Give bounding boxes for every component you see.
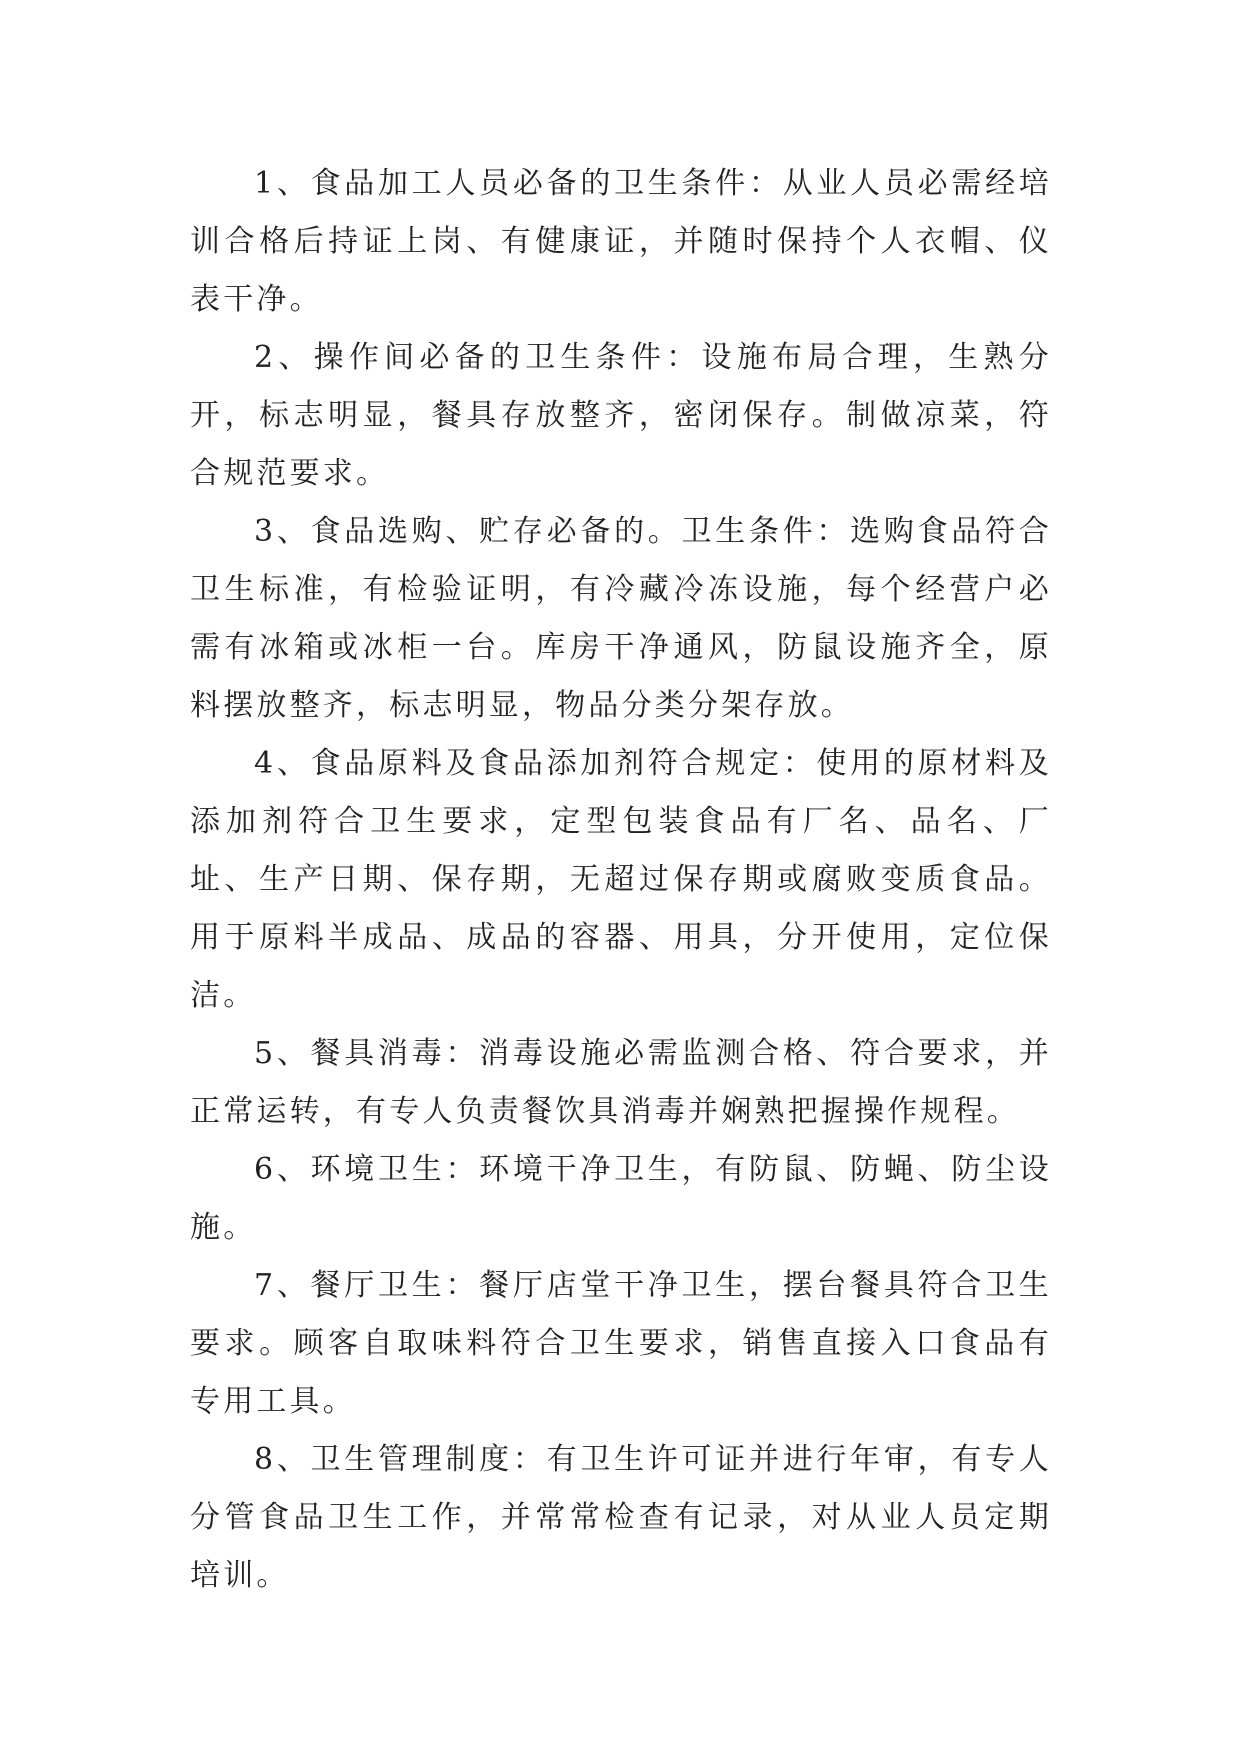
document-body (190, 155, 1052, 1605)
paragraph-3: 3、食品选购、贮存必备的。卫生条件：选购食品符合卫生标准，有检验证明，有冷藏冷冻设施，每个经营户必需有冰箱或冰柜一台。库房干净通风，防鼠设施齐全，原料摆放整齐，标志明显，物品分类分架存放。 (190, 514, 1052, 723)
paragraph-7: 7、餐厅卫生：餐厅店堂干净卫生，摆台餐具符合卫生要求。顾客自取味料符合卫生要求，销售直接入口食品有专用工具。 (190, 1268, 1052, 1419)
paragraph-5: 5、餐具消毒：消毒设施必需监测合格、符合要求，并正常运转，有专人负责餐饮具消毒并娴熟把握操作规程。 (190, 1036, 1052, 1129)
paragraph-6: 6、环境卫生：环境干净卫生，有防鼠、防蝇、防尘设施。 (190, 1152, 1052, 1245)
paragraph-8: 8、卫生管理制度：有卫生许可证并进行年审，有专人分管食品卫生工作，并常常检查有记录，对从业人员定期培训。 (190, 1442, 1052, 1593)
paragraph-2: 2、操作间必备的卫生条件：设施布局合理，生熟分开，标志明显，餐具存放整齐，密闭保存。制做凉菜，符合规范要求。 (190, 340, 1052, 491)
paragraph-4: 4、食品原料及食品添加剂符合规定：使用的原材料及添加剂符合卫生要求，定型包装食品有厂名、品名、厂址、生产日期、保存期，无超过保存期或腐败变质食品。用于原料半成品、成品的容器、用具，分开使用，定位保洁。 (190, 746, 1052, 1013)
paragraph-1: 1、食品加工人员必备的卫生条件：从业人员必需经培训合格后持证上岗、有健康证，并随时保持个人衣帽、仪表干净。 (190, 166, 1052, 317)
